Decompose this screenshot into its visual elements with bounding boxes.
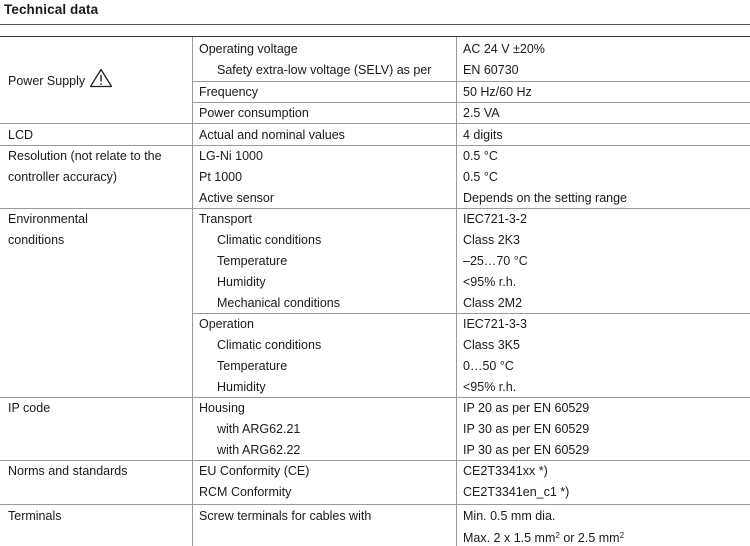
value-cell: IP 30 as per EN 60529 — [463, 422, 590, 436]
param-cell: Humidity — [217, 275, 266, 289]
column-divider — [192, 37, 193, 546]
value-cell: EN 60730 — [463, 63, 519, 77]
value-cell: Depends on the setting range — [463, 191, 628, 205]
param-cell: Climatic conditions — [217, 338, 322, 352]
param-cell: Pt 1000 — [199, 170, 243, 184]
row-divider — [0, 397, 750, 398]
param-cell: EU Conformity (CE) — [199, 464, 310, 478]
group-label-resolution-line2: controller accuracy) — [8, 170, 118, 184]
value-cell: –25…70 °C — [463, 254, 528, 268]
value-cell: CE2T3341xx *) — [463, 464, 548, 478]
value-cell: 0…50 °C — [463, 359, 514, 373]
param-cell: Safety extra-low voltage (SELV) as per — [217, 63, 432, 77]
param-cell: RCM Conformity — [199, 485, 292, 499]
value-cell: <95% r.h. — [463, 380, 517, 394]
param-cell: with ARG62.22 — [217, 443, 301, 457]
row-divider — [192, 313, 750, 314]
value-cell: IP 30 as per EN 60529 — [463, 443, 590, 457]
group-label-terminals: Terminals — [8, 509, 62, 523]
value-cell-terminals-max: Max. 2 x 1.5 $mm^2$ or 2.5 $mm^2$ — [463, 531, 625, 545]
param-cell: Temperature — [217, 359, 288, 373]
value-cell: IEC721-3-3 — [463, 317, 527, 331]
value-cell: 2.5 VA — [463, 106, 500, 120]
param-cell: Housing — [199, 401, 245, 415]
param-cell: Frequency — [199, 85, 259, 99]
group-label-lcd: LCD — [8, 128, 34, 142]
param-cell: Temperature — [217, 254, 288, 268]
group-label-norms: Norms and standards — [8, 464, 128, 478]
row-divider — [192, 102, 750, 103]
value-cell: Class 3K5 — [463, 338, 520, 352]
param-cell: Transport — [199, 212, 253, 226]
value-cell: 0.5 °C — [463, 149, 498, 163]
param-cell: with ARG62.21 — [217, 422, 301, 436]
param-cell: Power consumption — [199, 106, 309, 120]
param-cell: Operating voltage — [199, 42, 298, 56]
row-divider — [0, 504, 750, 505]
group-label-environmental-line2: conditions — [8, 233, 65, 247]
value-cell: IP 20 as per EN 60529 — [463, 401, 590, 415]
group-label-power-supply: Power Supply — [8, 74, 86, 88]
value-cell: Class 2K3 — [463, 233, 520, 247]
row-divider — [0, 145, 750, 146]
table-top-rule — [0, 36, 750, 37]
param-cell: Screw terminals for cables with — [199, 509, 372, 523]
warning-triangle-icon — [89, 68, 113, 88]
value-cell: Class 2M2 — [463, 296, 523, 310]
page-title: Technical data — [4, 2, 99, 17]
group-label-resolution-line1: Resolution (not relate to the — [8, 149, 162, 163]
value-cell: IEC721-3-2 — [463, 212, 527, 226]
param-cell: Climatic conditions — [217, 233, 322, 247]
column-divider — [456, 37, 457, 546]
value-cell: <95% r.h. — [463, 275, 517, 289]
row-divider — [0, 123, 750, 124]
value-cell: 50 Hz/60 Hz — [463, 85, 532, 99]
param-cell: LG-Ni 1000 — [199, 149, 263, 163]
param-cell: Operation — [199, 317, 254, 331]
row-divider — [0, 460, 750, 461]
group-label-ip-code: IP code — [8, 401, 51, 415]
param-cell: Humidity — [217, 380, 266, 394]
value-cell: 4 digits — [463, 128, 503, 142]
param-cell: Actual and nominal values — [199, 128, 345, 142]
param-cell: Mechanical conditions — [217, 296, 340, 310]
value-cell: CE2T3341en_c1 *) — [463, 485, 570, 499]
group-label-environmental-line1: Environmental — [8, 212, 88, 226]
row-divider — [0, 208, 750, 209]
value-cell: AC 24 V ±20% — [463, 42, 545, 56]
value-cell: 0.5 °C — [463, 170, 498, 184]
value-cell: Min. 0.5 mm dia. — [463, 509, 556, 523]
row-divider — [192, 81, 750, 82]
title-rule — [0, 24, 750, 25]
param-cell: Active sensor — [199, 191, 275, 205]
